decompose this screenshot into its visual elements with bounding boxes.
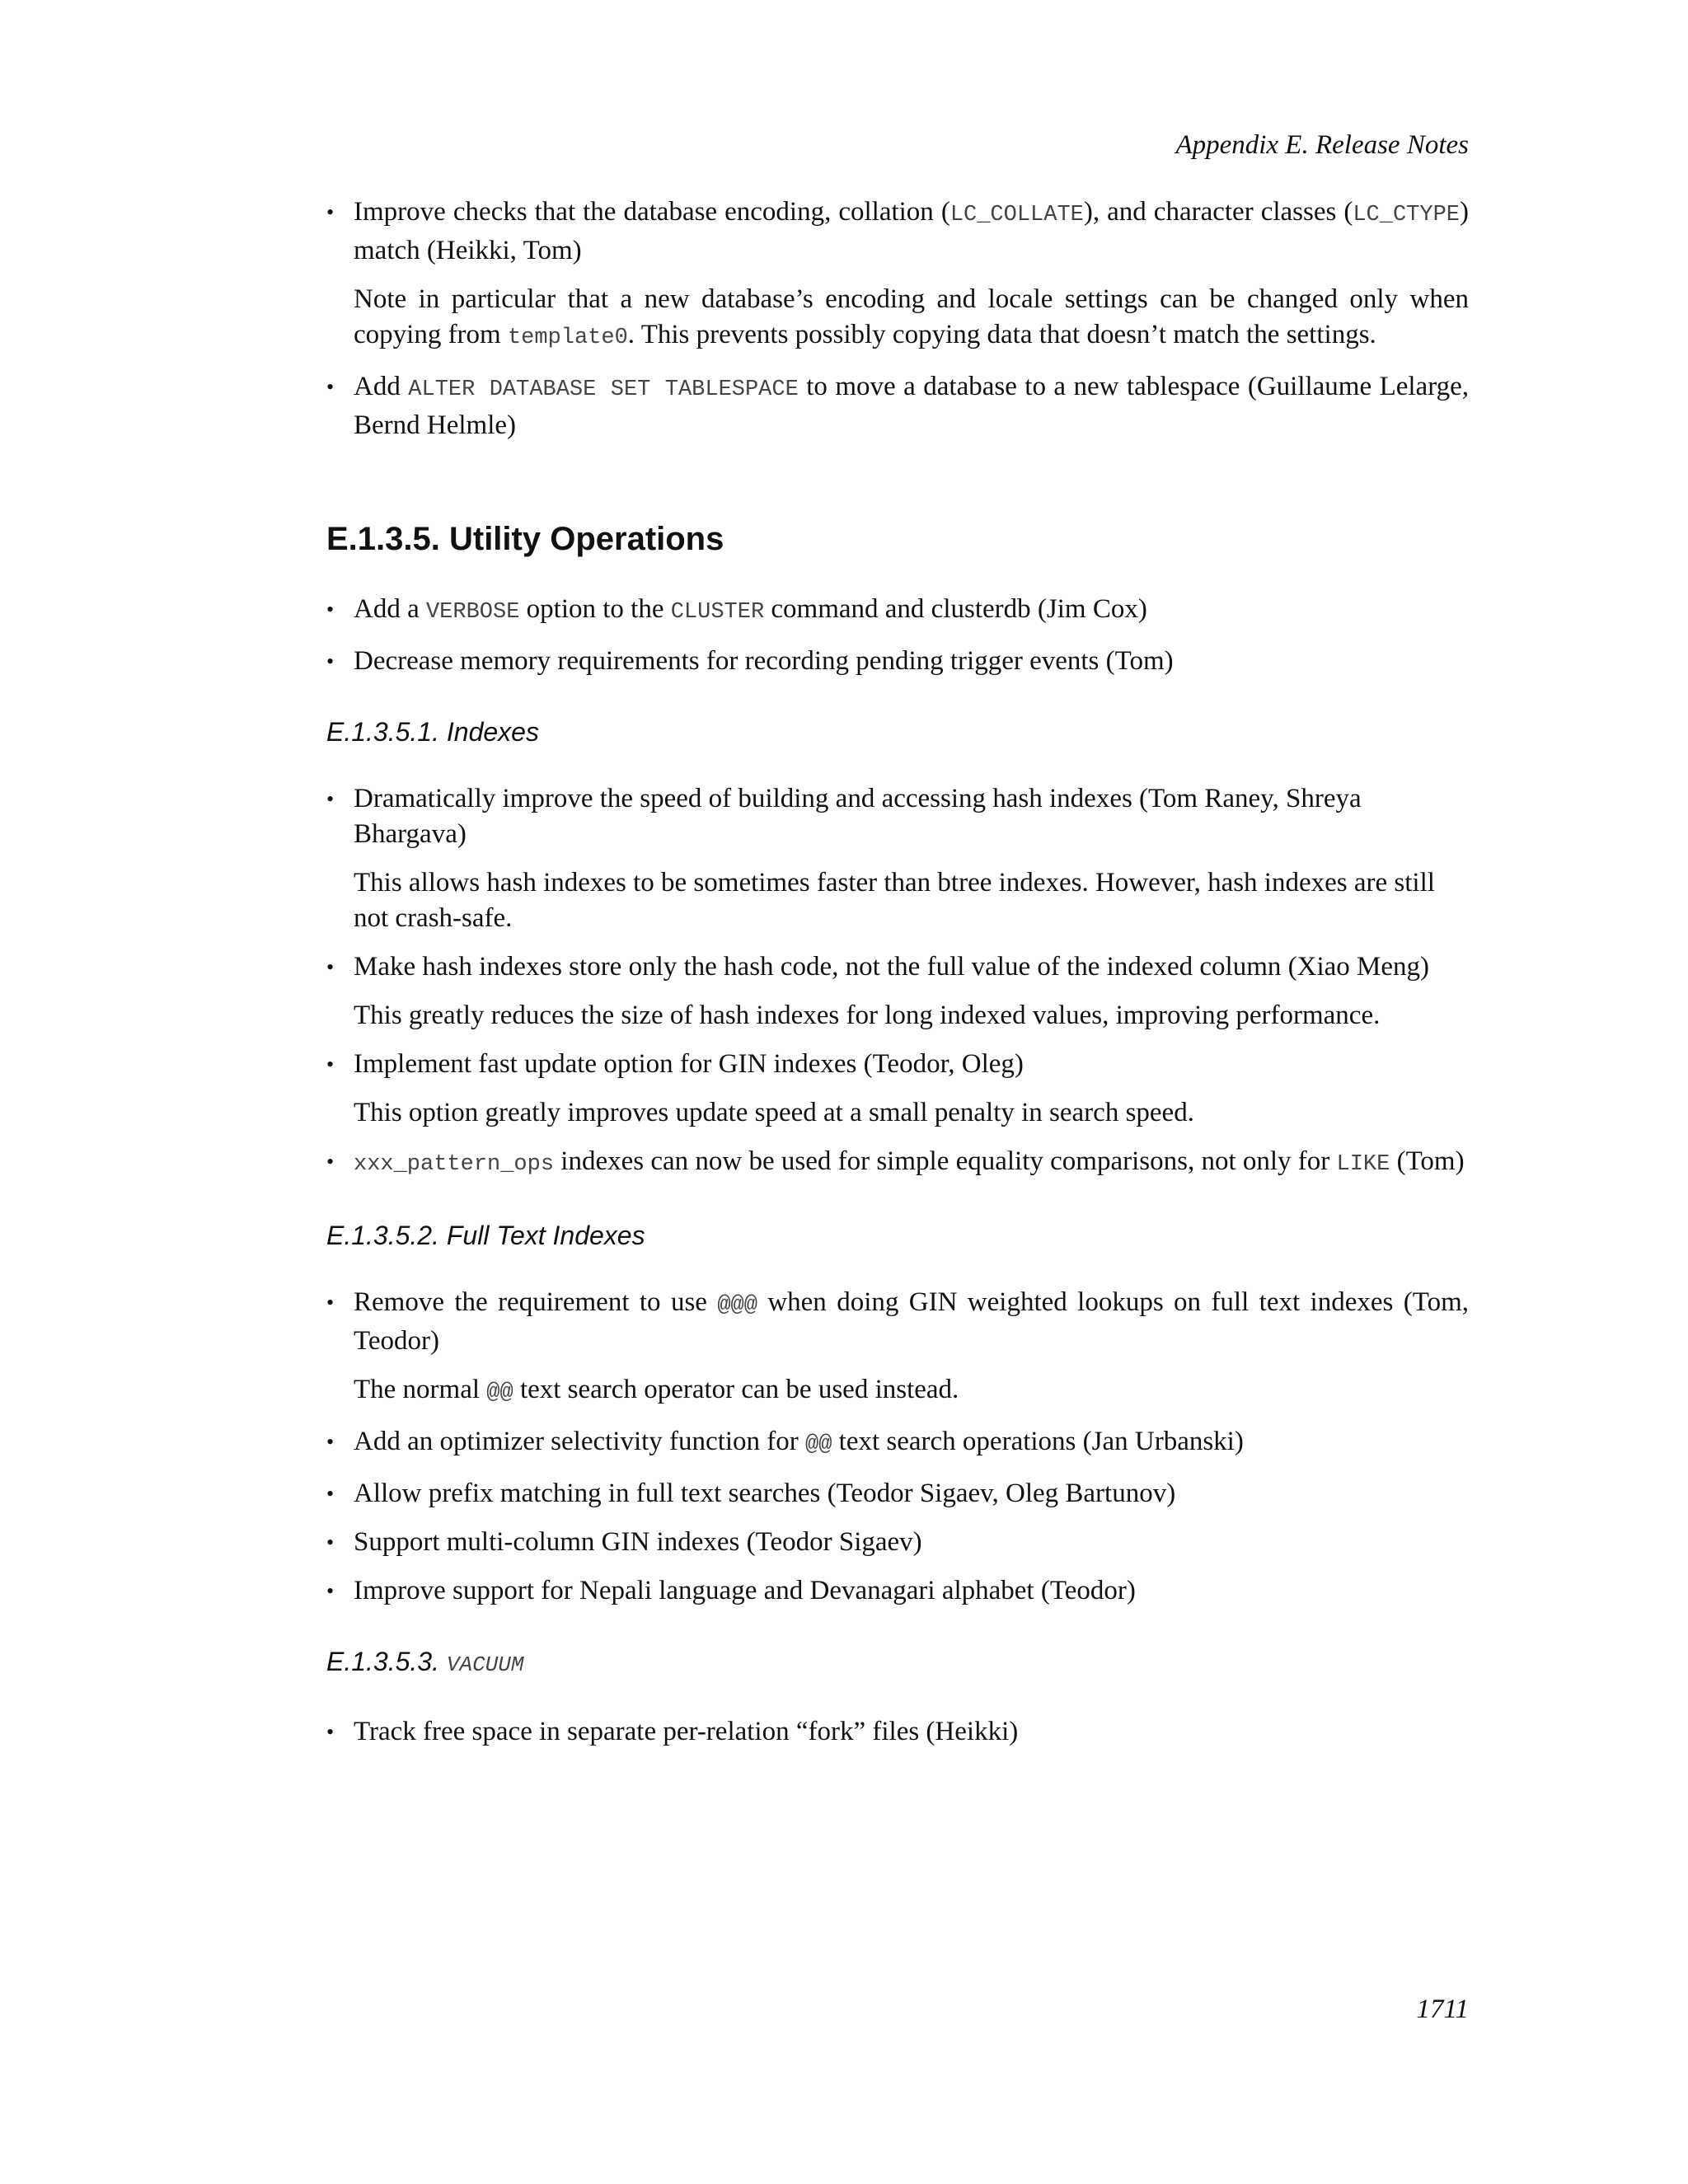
list-item	[326, 1525, 1469, 1560]
code-lc-ctype: LC_CTYPE	[1353, 203, 1460, 227]
item-text: • Add ALTER DATABASE SET TABLESPACE to move a database to a new tablespace (Guillaume Lelarge, Bernd Helmle)	[354, 372, 1469, 440]
list-item	[326, 1714, 1469, 1750]
code-like: LIKE	[1336, 1152, 1390, 1177]
list-item	[326, 644, 1469, 679]
item-note: The normal @@ text search operator can be used instead.	[354, 1375, 959, 1405]
list-item	[326, 1424, 1469, 1463]
list-item	[326, 781, 1469, 936]
code-double-at: @@	[486, 1380, 513, 1405]
code-pattern-ops: xxx_pattern_ops	[354, 1152, 555, 1177]
list-item	[326, 194, 1469, 356]
code-vacuum: VACUUM	[446, 1652, 524, 1677]
subsection-heading-vacuum: E.1.3.5.3. VACUUM	[326, 1647, 524, 1677]
vacuum-items-list	[326, 1714, 1469, 1750]
list-item	[326, 1476, 1469, 1511]
item-text: • Improve support for Nepali language and Devanagari alphabet (Teodor)	[354, 1576, 1136, 1605]
code-template0: template0	[507, 326, 628, 350]
subsection-heading-full-text-indexes: E.1.3.5.2. Full Text Indexes	[326, 1221, 645, 1250]
item-text: • Implement fast update option for GIN indexes (Teodor, Oleg)	[354, 1049, 1024, 1079]
fulltext-items-list	[326, 1285, 1469, 1609]
list-item	[326, 369, 1469, 443]
item-note: This greatly reduces the size of hash indexes for long indexed values, improving performance.	[354, 1001, 1381, 1030]
utility-items-list	[326, 592, 1469, 679]
item-text: • Add a VERBOSE option to the CLUSTER command and clusterdb (Jim Cox)	[354, 594, 1147, 625]
indexes-items-list	[326, 781, 1469, 1183]
list-item	[326, 1144, 1469, 1183]
item-text: • xxx_pattern_ops indexes can now be used for simple equality comparisons, not only for LIKE (Tom)	[354, 1146, 1465, 1177]
list-item	[326, 949, 1469, 1033]
item-text: • Add an optimizer selectivity function for @@ text search operations (Jan Urbanski)	[354, 1427, 1244, 1457]
list-item	[326, 1047, 1469, 1131]
code-double-at: @@	[805, 1432, 832, 1457]
item-text: • Make hash indexes store only the hash code, not the full value of the indexed column (Xiao Meng)	[354, 952, 1429, 982]
list-item	[326, 1285, 1469, 1411]
item-text: • Allow prefix matching in full text searches (Teodor Sigaev, Oleg Bartunov)	[354, 1479, 1176, 1508]
item-text: • Remove the requirement to use @@@ when doing GIN weighted lookups on full text indexes (Tom, Teodor)	[354, 1287, 1469, 1356]
item-note: Note in particular that a new database’s encoding and locale settings can be changed only when copying from template0. This prevents possibly copying data that doesn’t match the settings.	[354, 284, 1469, 350]
code-verbose: VERBOSE	[425, 600, 520, 625]
code-alter-database: ALTER DATABASE SET TABLESPACE	[408, 377, 799, 402]
page-content	[326, 194, 1469, 1763]
code-lc-collate: LC_COLLATE	[950, 203, 1084, 227]
item-text: • Improve checks that the database encoding, collation (LC_COLLATE), and character classes (LC_CTYPE) match (Heikki, Tom)	[354, 197, 1469, 265]
item-text: • Support multi-column GIN indexes (Teodor Sigaev)	[354, 1527, 922, 1557]
list-item	[326, 592, 1469, 630]
item-text: • Dramatically improve the speed of building and accessing hash indexes (Tom Raney, Shreya Bhargava)	[354, 784, 1362, 849]
item-note: This allows hash indexes to be sometimes faster than btree indexes. However, hash indexes are still not crash-safe.	[354, 868, 1435, 933]
page-number: 1711	[1416, 1994, 1469, 2024]
running-header: Appendix E. Release Notes	[1175, 130, 1469, 160]
subsection-heading-indexes: E.1.3.5.1. Indexes	[326, 717, 539, 747]
list-item	[326, 1573, 1469, 1609]
section-heading-utility-operations: E.1.3.5. Utility Operations	[326, 521, 724, 557]
database-items-list	[326, 194, 1469, 443]
item-text: • Track free space in separate per-relation “fork” files (Heikki)	[354, 1717, 1019, 1746]
code-triple-at: @@@	[717, 1293, 757, 1318]
item-note: This option greatly improves update speed at a small penalty in search speed.	[354, 1098, 1194, 1127]
item-text: • Decrease memory requirements for recording pending trigger events (Tom)	[354, 646, 1174, 676]
code-cluster: CLUSTER	[670, 600, 765, 625]
